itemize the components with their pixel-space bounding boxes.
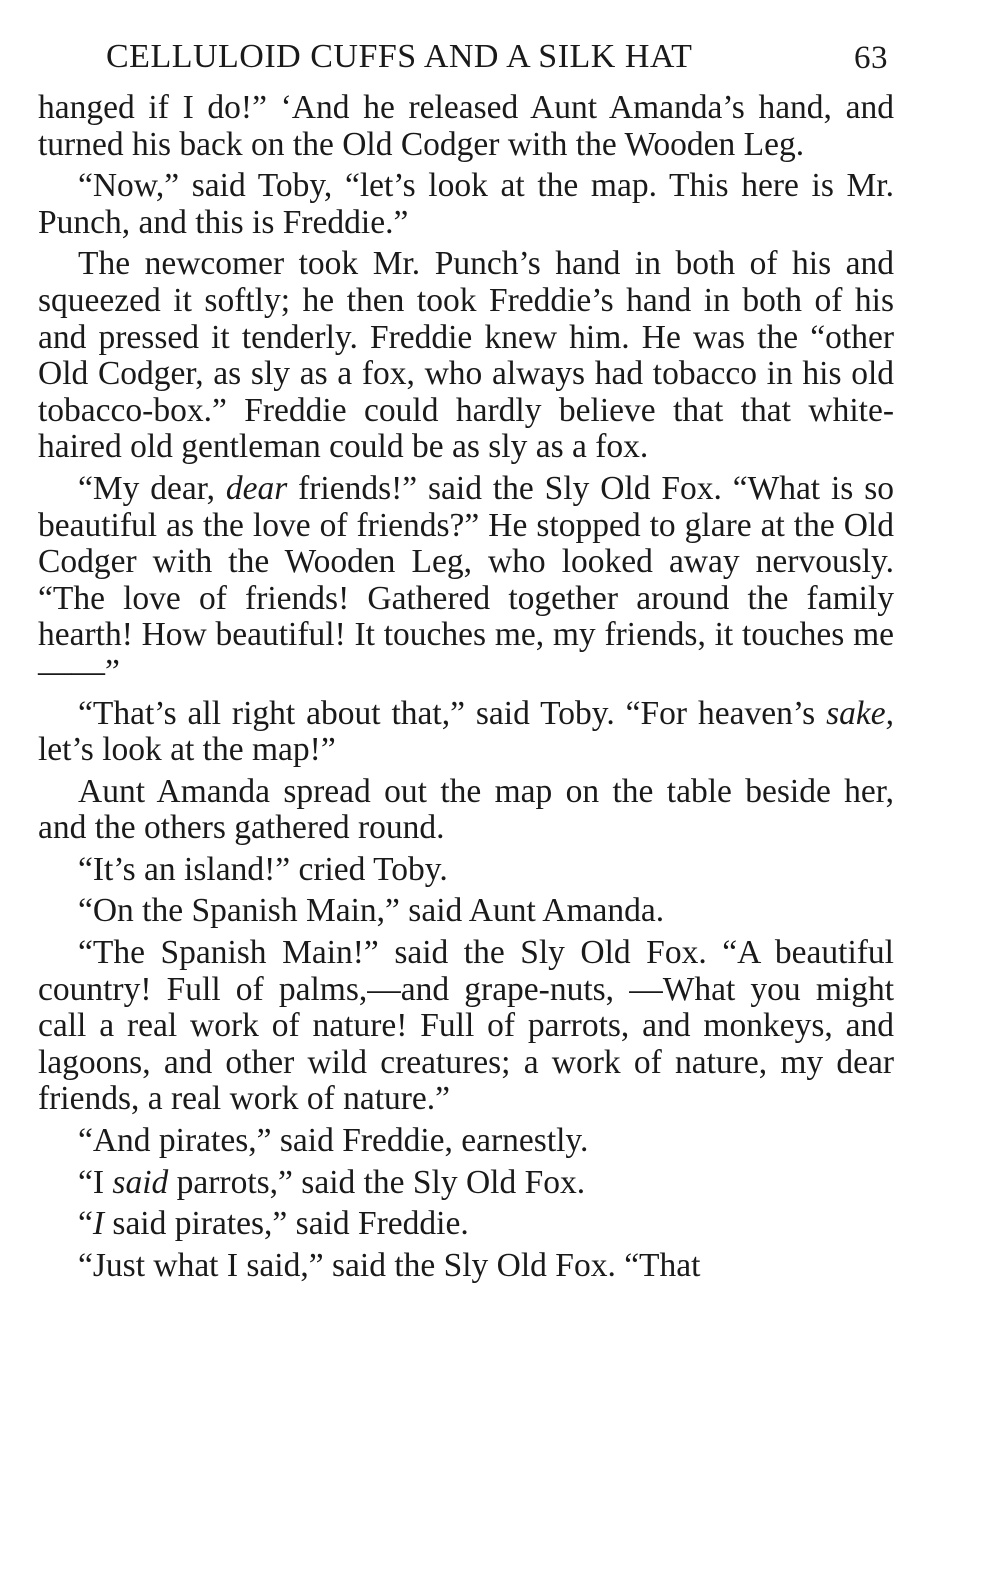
text-segment: parrots,” said the Sly Old Fox. xyxy=(168,1163,586,1201)
text-segment: The newcomer took Mr. Punch’s hand in both of his and squeezed it softly; he then took Freddie’s hand in both of his and pressed it tenderly. Freddie knew him. He was the “other Old Codger, as sly as a fox, who always had tobacco in his old tobacco-box.” Freddie could hardly believe that that white-haired old gentleman could be as sly as a fox. xyxy=(38,245,894,466)
text-segment: “It’s an island!” cried Toby. xyxy=(78,850,448,888)
text-segment: “I xyxy=(78,1163,113,1201)
text-segment: friends!” said the Sly Old Fox. “What is so beautiful as the love of friends?” He stopped to glare at the Old Codger with the Wooden Leg, who looked away nervously. “The love of friends! Gathered together around the family hearth! How beautiful! It touches me, my friends, it touches me——” xyxy=(38,469,894,690)
text-segment: Aunt Amanda spread out the map on the table beside her, and the others gathered round. xyxy=(38,772,894,847)
paragraph xyxy=(38,935,894,1118)
body-text xyxy=(38,90,894,1284)
text-segment: “On the Spanish Main,” said Aunt Amanda. xyxy=(78,892,665,930)
text-segment: “That’s all right about that,” said Toby. “For heaven’s xyxy=(78,694,827,732)
paragraph xyxy=(38,1123,894,1160)
paragraph xyxy=(38,1206,894,1243)
italic-text: said xyxy=(112,1163,169,1201)
paragraph xyxy=(38,852,894,889)
book-page xyxy=(38,30,894,1289)
italic-text: I xyxy=(92,1205,105,1243)
text-segment: let’s look at the map!” xyxy=(38,731,336,769)
paragraph xyxy=(38,774,894,847)
text-segment: “Now,” said Toby, “let’s look at the map. This here is Mr. Punch, and this is Freddie.” xyxy=(38,167,894,241)
paragraph xyxy=(38,471,894,691)
italic-text: sake, xyxy=(826,694,894,732)
paragraph xyxy=(38,893,894,930)
text-segment: “And pirates,” said Freddie, earnestly. xyxy=(78,1122,589,1160)
text-segment: hanged if I do!” ‘And he released Aunt Amanda’s hand, and turned his back on the Old Codger with the Wooden Leg. xyxy=(38,89,894,163)
paragraph xyxy=(38,90,894,163)
paragraph xyxy=(38,696,894,769)
paragraph xyxy=(38,168,894,241)
paragraph xyxy=(38,1165,894,1202)
page-number: 63 xyxy=(854,40,888,76)
paragraph xyxy=(38,1248,894,1285)
text-segment: “The Spanish Main!” said the Sly Old Fox. “A beautiful country! Full of palms,—and grape-nuts, —What you might call a real work of nature! Full of parrots, and monkeys, and lagoons, and other wild creatures; a work of nature, my dear friends, a real work of nature.” xyxy=(38,934,894,1118)
text-segment: “My dear, xyxy=(78,469,226,507)
text-segment: “ xyxy=(78,1205,93,1243)
text-segment: said pirates,” said Freddie. xyxy=(104,1205,469,1243)
running-title: CELLULOID CUFFS AND A SILK HAT xyxy=(106,38,693,75)
text-segment: “Just what I said,” said the Sly Old Fox. “That xyxy=(78,1246,701,1284)
running-head xyxy=(38,30,894,90)
italic-text: dear xyxy=(225,469,288,507)
paragraph xyxy=(38,246,894,466)
